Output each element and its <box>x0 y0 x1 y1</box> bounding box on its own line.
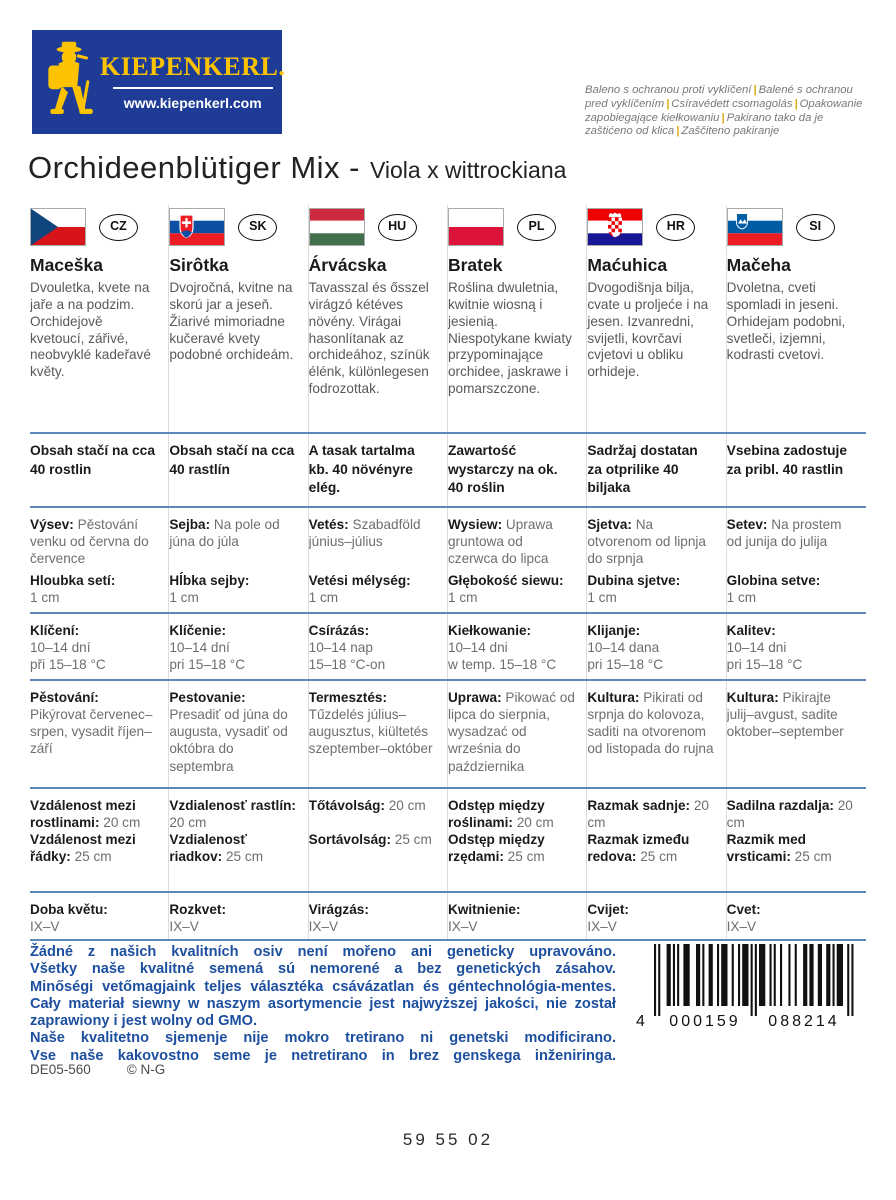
spacing-cell <box>587 789 726 891</box>
flag-pl-icon <box>448 208 504 246</box>
sowing-cell <box>309 508 448 612</box>
depth-label: Hloubka setí: <box>30 573 116 588</box>
flowering-value: IX–V <box>169 919 199 935</box>
sowing-label: Výsev: <box>30 517 74 532</box>
plant-spacing-value: 20 cm <box>726 798 853 831</box>
depth-value: 1 cm <box>308 590 339 606</box>
flowering-label: Kwitnienie: <box>447 902 521 917</box>
product-title: Orchideenblütiger Mix - <box>28 150 360 185</box>
language-column-hu <box>309 205 448 432</box>
flag-si-icon <box>727 208 783 246</box>
row-content-amount <box>30 432 866 506</box>
plant-spacing-value: 20 cm <box>103 815 141 831</box>
culture-label: Kultura: <box>587 690 640 705</box>
plant-spacing-value: 20 cm <box>388 798 426 813</box>
culture-label: Uprawa: <box>447 690 502 705</box>
sowing-cell <box>30 508 169 612</box>
plant-description: Dvogodišnja bilja, cvate u proljeće i na jesen. Izvanredni, svijetli, kovrčavi cvjetovi u obliku orhideje. <box>587 280 709 380</box>
flowering-label: Virágzás: <box>308 902 369 917</box>
sowing-text: Szabadföld június–július <box>308 517 421 550</box>
legal-line: Naše kvalitetno sjemenje nije mokro tretirano ni genetski modificirano. <box>30 1030 616 1047</box>
flag-hr-icon <box>587 208 643 246</box>
germination-duration: 10–14 dni <box>726 640 787 656</box>
country-code-badge: HU <box>378 214 417 241</box>
legal-line: Žádné z našich kvalitních osiv není mořeno ani geneticky upravováno. <box>30 944 616 960</box>
plant-description: Roślina dwuletnia, kwitnie wiosną i jesienią. Niespotykane kwiaty przypominające orchidee, jaskrawe i pomarszczone. <box>447 280 572 397</box>
row-spacing-label: Razmak između redova: <box>587 832 690 865</box>
legal-line: Všetky naše kvalitné semená sú nemorené a bez genetických zásahov. <box>30 961 616 978</box>
germination-duration: 10–14 dni <box>447 640 508 656</box>
botanical-name: Viola x wittrockiana <box>369 157 567 183</box>
germination-cell <box>587 614 726 679</box>
germination-temp: w temp. 15–18 °C <box>447 657 557 673</box>
depth-value: 1 cm <box>447 590 478 606</box>
barcode-left-group: 000159 <box>669 1013 741 1030</box>
flowering-cell <box>727 893 866 939</box>
row-culture <box>30 679 866 787</box>
depth-label: Dubina sjetve: <box>587 573 681 588</box>
plant-name: Maćuhica <box>587 255 668 275</box>
flowering-label: Cvet: <box>726 902 761 917</box>
plant-spacing-label: Odstęp między roślinami: <box>447 798 545 831</box>
plant-description: Dvouletka, kvete na jaře a na podzim. Orchidejově kvetoucí, zářivé, neobvyklé kadeřavé květy. <box>30 280 151 380</box>
germination-cell <box>30 614 169 679</box>
content-amount: Sadržaj dostatan za otprilike 40 biljaka <box>587 434 726 506</box>
plant-description: Dvojročná, kvitne na skorú jar a jeseň. Žiarivé mimoriadne kučeravé kvety podobné orchideám. <box>169 280 294 363</box>
plant-spacing-value: 20 cm <box>516 815 554 831</box>
row-spacing-label: Razmik med vrsticami: <box>726 832 806 865</box>
germination-duration: 10–14 dní <box>169 640 230 656</box>
culture-text: Presadiť od júna do augusta, vysadiť od októbra do septembra <box>169 707 288 774</box>
germination-cell <box>727 614 866 679</box>
germination-protection-note: Baleno s ochranou proti vyklíčení | Balené s ochranou pred vyklíčením | Csíravédett csomagolás | Opakowanie zapobiegające kiełkowaniu | Pakirano tako da je zaštićeno od klica | Zaščiteno pakiranje <box>585 84 863 138</box>
plant-name: Sirôtka <box>169 255 229 275</box>
sowing-label: Wysiew: <box>447 517 503 532</box>
country-code-badge: CZ <box>99 214 138 241</box>
legal-line: Vse naše kakovostno seme je netretirano in brez genskega inženiringa. <box>30 1047 616 1064</box>
content-amount: Obsah stačí na cca 40 rostlin <box>30 434 169 506</box>
depth-value: 1 cm <box>587 590 617 606</box>
plant-name: Maceška <box>30 255 103 275</box>
culture-text: Pikować od lipca do sierpnia, wysadzać od września do października <box>447 690 575 774</box>
article-number: 59 55 02 <box>402 1130 494 1149</box>
row-spacing-value: 25 cm <box>794 849 832 865</box>
barcode-right-group: 088214 <box>768 1013 840 1030</box>
germination-cell <box>448 614 587 679</box>
row-sowing <box>30 506 866 612</box>
footer-codes <box>30 1062 201 1077</box>
legal-line: Cały materiał siewny w naszym asortymencie jest najwyższej jakości, nie został zaprawiony i jest wolny od GMO. <box>30 995 616 1030</box>
language-column-hr <box>587 205 726 432</box>
language-column-cz <box>30 205 169 432</box>
flowering-value: IX–V <box>30 919 60 935</box>
sowing-cell <box>727 508 866 612</box>
germination-label: Klijanje: <box>587 623 641 638</box>
flowering-value: IX–V <box>587 919 617 935</box>
depth-label: Głębokość siewu: <box>447 573 564 588</box>
flowering-value: IX–V <box>447 919 478 935</box>
culture-label: Termesztés: <box>308 690 387 705</box>
row-spacing-value: 25 cm <box>74 849 112 865</box>
row-descriptions <box>30 205 866 432</box>
row-spacing-label: Vzdialenosť riadkov: <box>169 832 247 865</box>
culture-text: Pikirajte julij–avgust, sadite oktober–september <box>726 690 844 740</box>
plant-description: Dvoletna, cveti spomladi in jeseni. Orhidejam podobni, svetleči, izjemni, kodrasti cvetovi. <box>726 280 846 363</box>
content-amount: Obsah stačí na cca 40 rastlín <box>169 434 308 506</box>
sowing-text: Na otvorenom od lipnja do srpnja <box>587 517 706 567</box>
sowing-cell <box>587 508 726 612</box>
row-spacing-label: Vzdálenost mezi řádky: <box>30 832 136 865</box>
sowing-cell <box>169 508 308 612</box>
plant-spacing-label: Razmak sadnje: <box>587 798 691 813</box>
plant-name: Mačeha <box>726 255 791 275</box>
flowering-cell <box>448 893 587 939</box>
country-code-badge: PL <box>517 214 556 241</box>
plant-spacing-value: 20 cm <box>587 798 709 831</box>
culture-text: Tűzdelés július–augusztus, kiültetés szeptember–október <box>308 707 433 757</box>
content-amount: Vsebina zadostuje za pribl. 40 rastlin <box>726 443 848 477</box>
culture-cell <box>727 681 866 787</box>
gmo-legal-text <box>30 944 616 1065</box>
flowering-cell <box>30 893 169 939</box>
spacing-cell <box>309 789 448 891</box>
sowing-label: Vetés: <box>308 517 349 532</box>
row-spacing-value: 25 cm <box>507 849 545 865</box>
logo-divider <box>113 87 273 89</box>
depth-label: Globina setve: <box>726 573 821 588</box>
spacing-cell <box>448 789 587 891</box>
ean-barcode <box>628 940 866 1036</box>
title-row <box>28 150 566 186</box>
copyright-code: © N-G <box>126 1062 166 1077</box>
kiepenkerl-man-icon <box>38 39 100 125</box>
country-code-badge: SI <box>796 214 835 241</box>
spacing-cell <box>727 789 866 891</box>
germination-temp: pri 15–18 °C <box>587 657 664 673</box>
sowing-label: Setev: <box>726 517 768 532</box>
row-flowering <box>30 891 866 941</box>
row-spacing-value: 25 cm <box>394 832 432 848</box>
germination-duration: 10–14 dana <box>587 640 660 656</box>
language-table <box>30 205 866 941</box>
row-germination <box>30 612 866 679</box>
flowering-cell <box>587 893 726 939</box>
culture-label: Kultura: <box>726 690 779 705</box>
barcode-digit-first: 4 <box>636 1013 645 1030</box>
culture-cell <box>30 681 169 787</box>
culture-cell <box>169 681 308 787</box>
culture-text: Pikirati od srpnja do kolovoza, saditi na otvorenom od listopada do rujna <box>587 690 714 757</box>
flowering-value: IX–V <box>308 919 339 935</box>
flowering-cell <box>309 893 448 939</box>
culture-cell <box>587 681 726 787</box>
culture-text: Pikýrovat červenec–srpen, vysadit říjen–září <box>30 707 153 757</box>
plant-spacing-value: 20 cm <box>169 815 207 831</box>
depth-label: Hĺbka sejby: <box>169 573 250 588</box>
germination-duration: 10–14 dní <box>30 640 91 656</box>
flag-sk-icon <box>169 208 225 246</box>
germination-temp: pri 15–18 °C <box>726 657 803 673</box>
legal-line: Minőségi vetőmagjaink teljes választéka csávázatlan és géntechnológia-mentes. <box>30 978 616 995</box>
culture-label: Pestovanie: <box>169 690 246 705</box>
language-column-si <box>727 205 866 432</box>
flowering-label: Rozkvet: <box>169 902 226 917</box>
germination-temp: 15–18 °C-on <box>308 657 386 673</box>
plant-spacing-label: Vzdialenosť rastlín: <box>169 798 296 813</box>
sowing-text: Na pole od júna do júla <box>169 517 280 550</box>
germination-cell <box>309 614 448 679</box>
row-spacing-label: Sortávolság: <box>308 832 391 848</box>
flowering-value: IX–V <box>726 919 757 935</box>
germination-label: Klíčenie: <box>169 623 226 638</box>
spacing-cell <box>169 789 308 891</box>
culture-label: Pěstování: <box>30 690 99 705</box>
germination-label: Kalitev: <box>726 623 776 638</box>
content-amount: Zawartość wystarczy na ok. 40 roślin <box>448 434 587 506</box>
sowing-label: Sejba: <box>169 517 211 532</box>
row-spacing-label: Odstęp między rzędami: <box>447 832 545 865</box>
language-column-sk <box>169 205 308 432</box>
spacing-cell <box>30 789 169 891</box>
sowing-text: Na prostem od junija do julija <box>726 517 842 550</box>
country-code-badge: HR <box>656 214 695 241</box>
culture-cell <box>309 681 448 787</box>
country-code-badge: SK <box>238 214 277 241</box>
germination-label: Csírázás: <box>308 623 370 638</box>
flowering-cell <box>169 893 308 939</box>
depth-label: Vetési mélység: <box>308 573 411 588</box>
row-spacing-value: 25 cm <box>226 849 264 865</box>
sowing-text: Pěstování venku od června do července <box>30 517 149 567</box>
culture-cell <box>448 681 587 787</box>
row-spacing <box>30 787 866 891</box>
language-column-pl <box>448 205 587 432</box>
plant-spacing-label: Tőtávolság: <box>308 798 385 813</box>
germination-label: Klíčení: <box>30 623 80 638</box>
brand-url: www.kiepenkerl.com <box>123 94 262 111</box>
germination-label: Kiełkowanie: <box>447 623 532 638</box>
depth-value: 1 cm <box>169 590 199 606</box>
sowing-cell <box>448 508 587 612</box>
depth-value: 1 cm <box>726 590 757 606</box>
sowing-text: Uprawa gruntowa od czerwca do lipca <box>447 517 553 567</box>
brand-name: KIEPENKERL. <box>100 51 286 81</box>
depth-value: 1 cm <box>30 590 60 606</box>
flowering-label: Doba květu: <box>30 902 108 917</box>
plant-spacing-label: Vzdálenost mezi rostlinami: <box>30 798 136 831</box>
flag-hu-icon <box>309 208 365 246</box>
kiepenkerl-logo <box>32 30 286 134</box>
plant-name: Bratek <box>447 255 503 275</box>
germination-duration: 10–14 nap <box>308 640 373 656</box>
sowing-label: Sjetva: <box>587 517 632 532</box>
flowering-label: Cvijet: <box>587 902 629 917</box>
plant-name: Árvácska <box>308 255 387 275</box>
germination-temp: pri 15–18 °C <box>169 657 246 673</box>
flag-cz-icon <box>30 208 86 246</box>
content-amount: A tasak tartalma kb. 40 növényre elég. <box>309 434 448 506</box>
germination-cell <box>169 614 308 679</box>
production-code: DE05-560 <box>30 1062 91 1077</box>
row-spacing-value: 25 cm <box>640 849 678 865</box>
plant-description: Tavasszal és ősszel virágzó kétéves növény. Virágai hasonlítanak az orchideához, színük élénk, különlegesen fodrozottak. <box>308 280 430 397</box>
plant-spacing-label: Sadilna razdalja: <box>726 798 834 813</box>
germination-temp: při 15–18 °C <box>30 657 106 673</box>
